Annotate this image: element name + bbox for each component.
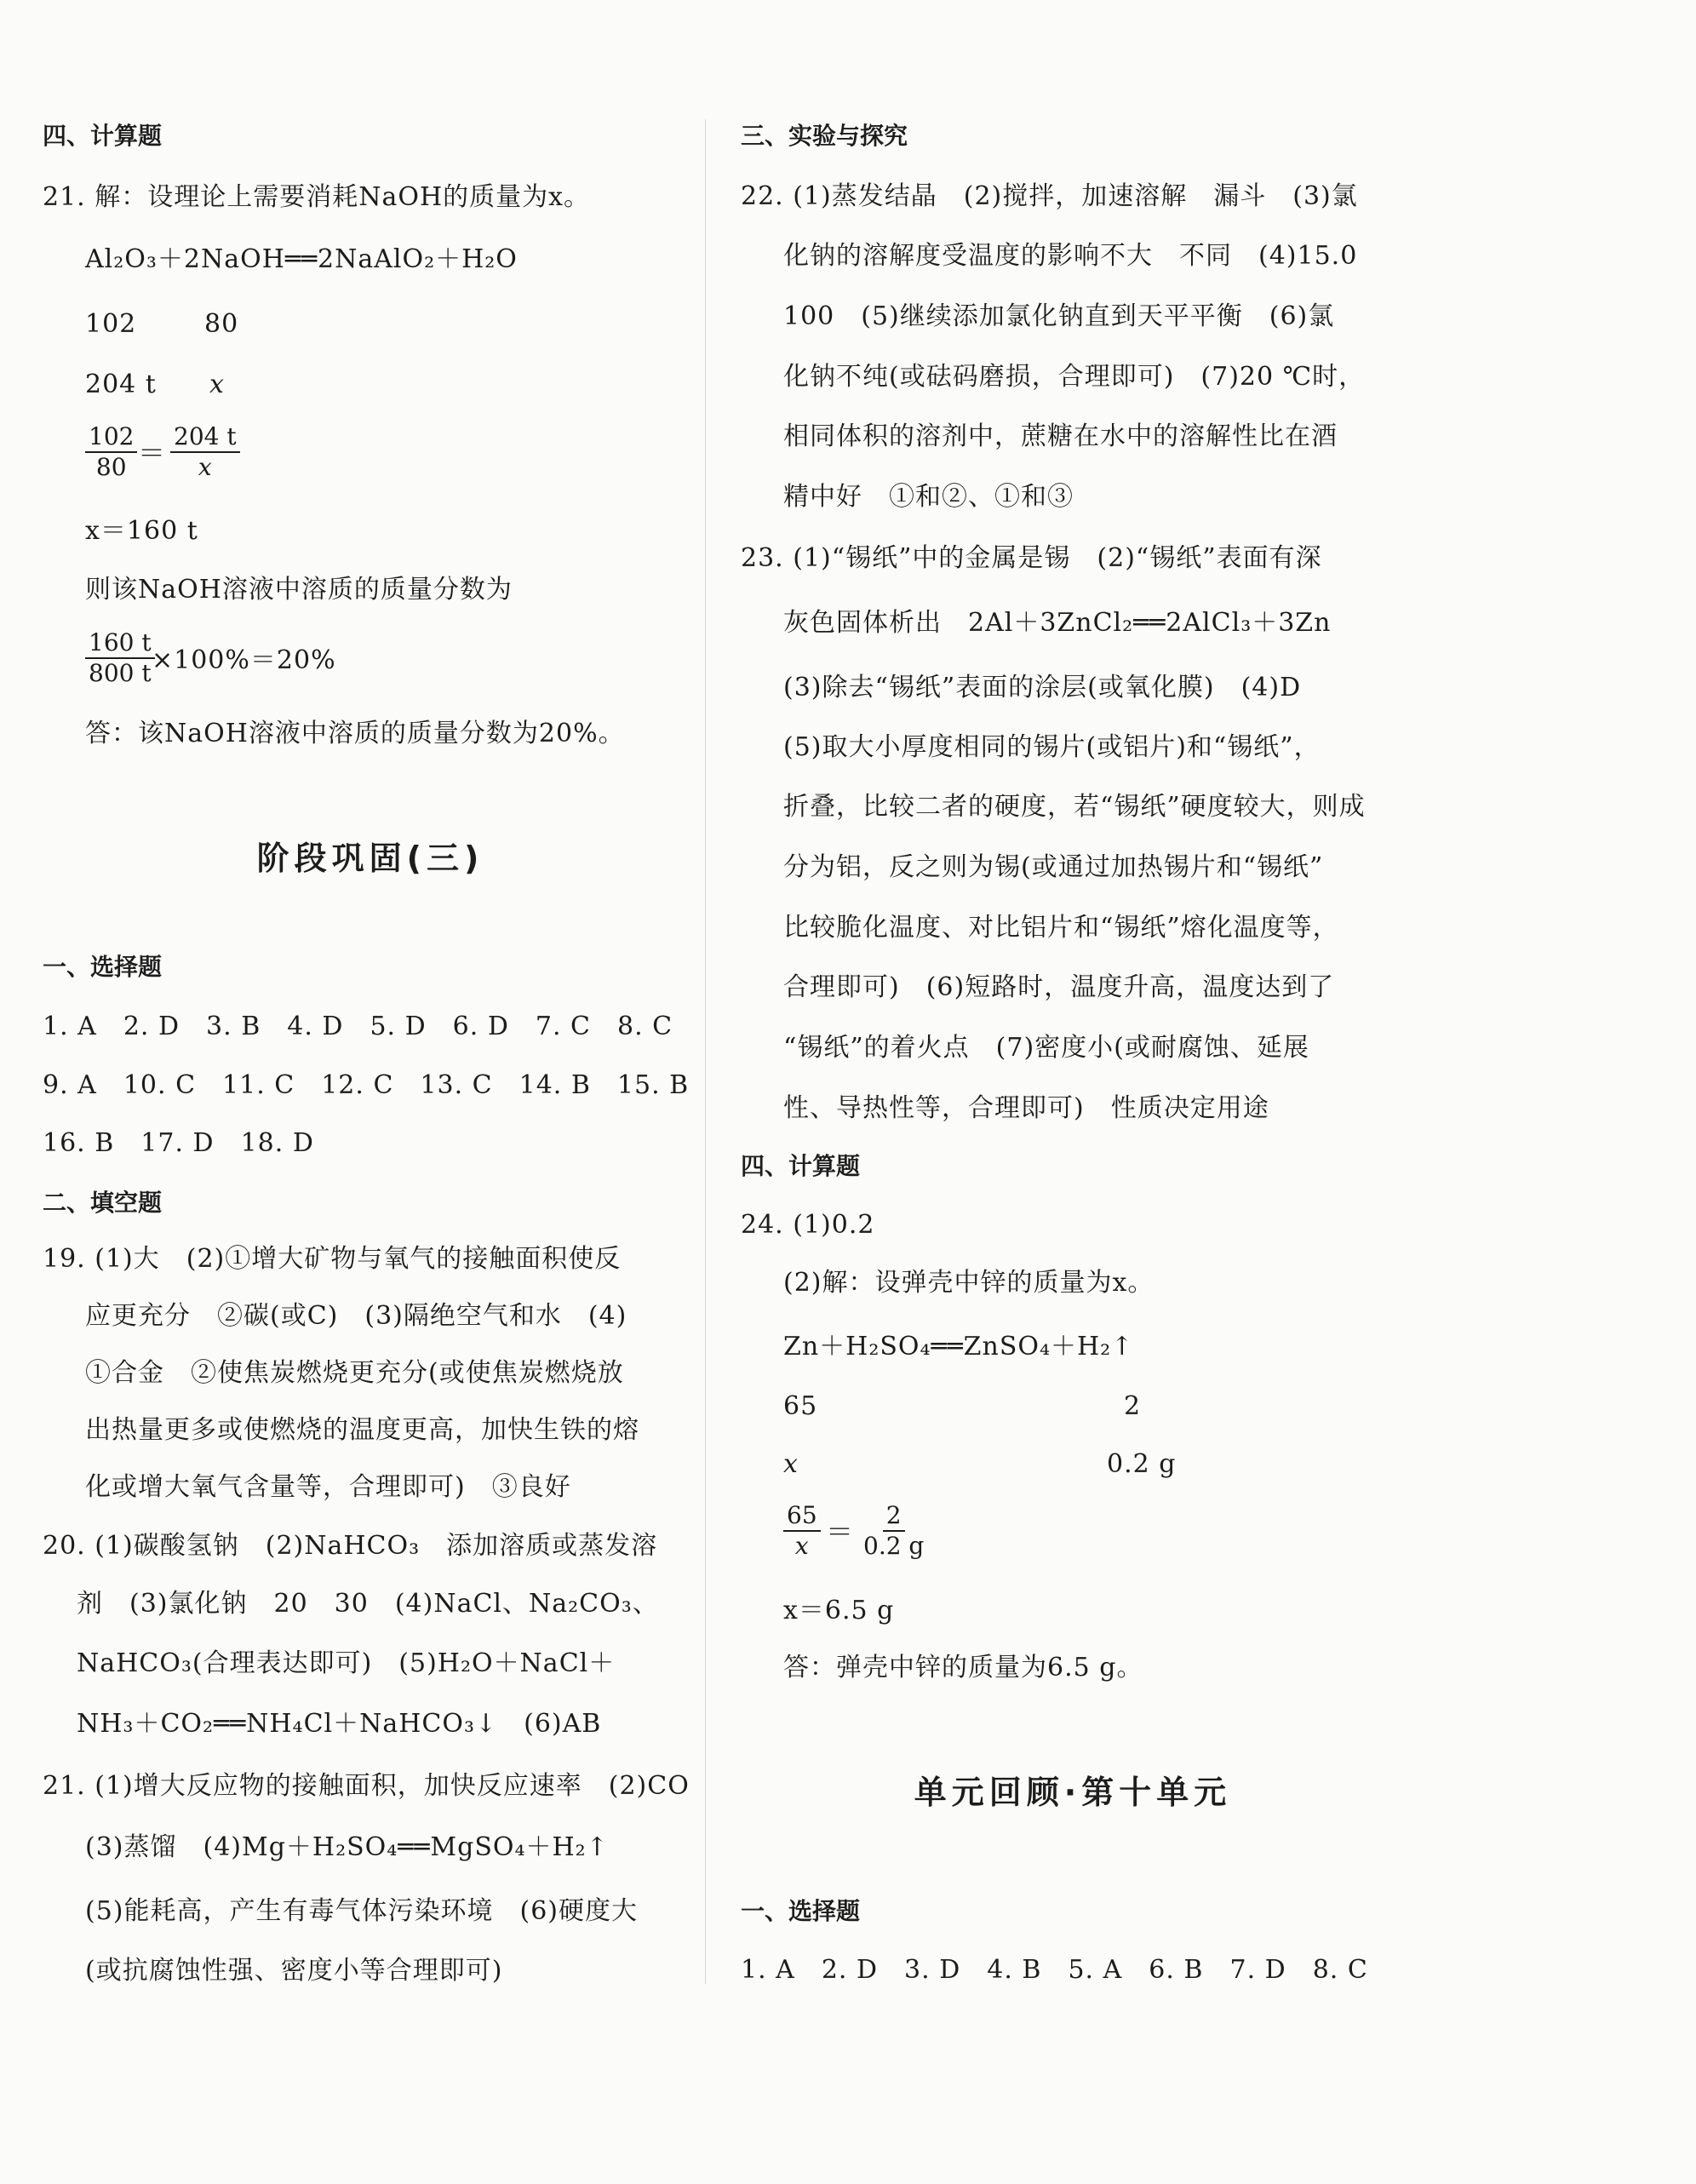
section-heading-fill: 二、填空题 [43, 1189, 163, 1217]
q23-line-6: 分为铝，反之则为锡(或通过加热锡片和“锡纸” [783, 852, 1324, 882]
q24-fraction-1 [783, 1501, 821, 1561]
q24-line-2: (2)解：设弹壳中锌的质量为x。 [783, 1268, 1155, 1298]
q22-line-2: 化钠的溶解度受温度的影响不大 不同 (4)15.0 [783, 241, 1358, 271]
section-heading-choice-2: 一、选择题 [741, 1897, 861, 1925]
q22-line-1: 22. (1)蒸发结晶 (2)搅拌，加速溶解 漏斗 (3)氯 [741, 181, 1358, 211]
q21-fraction-1-denominator: 80 [95, 453, 127, 481]
q21-unknown: x [209, 370, 225, 399]
q24-equation: Zn＋H₂SO₄══ZnSO₄＋H₂↑ [783, 1332, 1134, 1361]
q19-line-1: 19. (1)大 (2)①增大矿物与氧气的接触面积使反 [43, 1244, 622, 1274]
q24-unknown: x [783, 1449, 799, 1479]
unit-title: 单元回顾·第十单元 [914, 1774, 1232, 1811]
q21-then-statement: 则该NaOH溶液中溶质的质量分数为 [85, 575, 513, 605]
q21-fraction-2-numerator: 204 t [170, 422, 240, 453]
q21-mass-naoh: 80 [204, 309, 239, 339]
q21b-line-2: (3)蒸馏 (4)Mg＋H₂SO₄══MgSO₄＋H₂↑ [85, 1832, 609, 1862]
section-heading-calculation: 四、计算题 [43, 122, 163, 150]
q21-mass-al2o3: 102 [85, 309, 137, 339]
stage-title: 阶段巩固(三) [256, 840, 484, 877]
q21-fraction-1 [85, 422, 137, 482]
q24-mass-zn: 65 [783, 1391, 818, 1421]
q23-line-4: (5)取大小厚度相同的锡片(或铝片)和“锡纸”， [783, 732, 1321, 762]
q21-fraction-3-denominator: 800 t [89, 659, 152, 687]
q21-answer: 答：该NaOH溶液中溶质的质量分数为20%。 [85, 719, 625, 748]
q24-equals-sign: ＝ [826, 1516, 854, 1548]
q19-line-5: 化或增大氧气含量等，合理即可) ③良好 [85, 1472, 571, 1502]
section-heading-choice: 一、选择题 [43, 953, 163, 981]
q21-equation: Al₂O₃＋2NaOH══2NaAlO₂＋H₂O [85, 244, 518, 274]
mc-answers-line-2: 9. A 10. C 11. C 12. C 13. C 14. B 15. B [43, 1070, 690, 1100]
q23-line-9: “锡纸”的着火点 (7)密度小(或耐腐蚀、延展 [783, 1033, 1309, 1063]
q21-intro: 21. 解：设理论上需要消耗NaOH的质量为x。 [43, 182, 591, 212]
section-heading-calculation-2: 四、计算题 [741, 1152, 861, 1180]
q21b-line-4: (或抗腐蚀性强、密度小等合理即可) [85, 1956, 503, 1986]
q21-equals-sign: ＝ [138, 437, 166, 469]
q21b-line-1: 21. (1)增大反应物的接触面积，加快反应速率 (2)CO [43, 1771, 690, 1801]
q23-line-1: 23. (1)“锡纸”中的金属是锡 (2)“锡纸”表面有深 [741, 543, 1322, 573]
section-heading-experiment: 三、实验与探究 [741, 122, 908, 150]
q20-line-2: 剂 (3)氯化钠 20 30 (4)NaCl、Na₂CO₃、 [77, 1589, 659, 1619]
q24-answer: 答：弹壳中锌的质量为6.5 g。 [783, 1653, 1143, 1682]
q24-line-1: 24. (1)0.2 [741, 1210, 875, 1240]
q21-fraction-3-numerator: 160 t [85, 628, 155, 659]
q23-line-2: 灰色固体析出 2Al＋3ZnCl₂══2AlCl₃＋3Zn [783, 608, 1332, 638]
q22-line-5: 相同体积的溶剂中，蔗糖在水中的溶解性比在酒 [783, 421, 1338, 451]
q24-fraction-1-denominator: x [794, 1532, 809, 1560]
q22-line-3: 100 (5)继续添加氯化钠直到天平平衡 (6)氯 [783, 301, 1335, 331]
q21b-line-3: (5)能耗高，产生有毒气体污染环境 (6)硬度大 [85, 1896, 638, 1926]
q19-line-4: 出热量更多或使燃烧的温度更高，加快生铁的熔 [85, 1415, 639, 1445]
q24-fraction-2-denominator: 0.2 g [863, 1532, 925, 1560]
q20-line-4: NH₃＋CO₂══NH₄Cl＋NaHCO₃↓ (6)AB [77, 1709, 602, 1739]
q24-fraction-2-numerator: 2 [883, 1501, 905, 1532]
column-divider [705, 119, 706, 1984]
q24-result: x＝6.5 g [783, 1596, 895, 1625]
q19-line-3: ①合金 ②使焦炭燃烧更充分(或使焦炭燃烧放 [85, 1358, 624, 1388]
q23-line-3: (3)除去“锡纸”表面的涂层(或氧化膜) (4)D [783, 673, 1302, 702]
q23-line-7: 比较脆化温度、对比铝片和“锡纸”熔化温度等， [783, 913, 1339, 943]
q21-fraction-2-denominator: x [198, 453, 212, 481]
q24-fraction-1-numerator: 65 [783, 1501, 821, 1532]
q21-fraction-1-numerator: 102 [85, 422, 137, 453]
q20-line-3: NaHCO₃(合理表达即可) (5)H₂O＋NaCl＋ [77, 1648, 616, 1678]
mc-answers-line-1: 1. A 2. D 3. B 4. D 5. D 6. D 7. C 8. C [43, 1012, 673, 1041]
q19-line-2: 应更充分 ②碳(或C) (3)隔绝空气和水 (4) [85, 1301, 627, 1331]
q21-percent-calc: ×100%＝20% [152, 645, 336, 675]
mc-answers-line-3: 16. B 17. D 18. D [43, 1128, 314, 1158]
q22-line-4: 化钠不纯(或砝码磨损，合理即可) (7)20 ℃时， [783, 362, 1366, 392]
q24-fraction-2 [860, 1501, 927, 1561]
q21-given-mass: 204 t [85, 370, 157, 399]
q21-fraction-2 [170, 422, 240, 482]
q21-fraction-3 [85, 628, 155, 688]
q23-line-5: 折叠，比较二者的硬度，若“锡纸”硬度较大，则成 [783, 792, 1366, 822]
q24-mass-h2: 2 [1124, 1391, 1142, 1421]
q22-line-6: 精中好 ①和②、①和③ [783, 482, 1074, 512]
mc-answers-line-unit10: 1. A 2. D 3. D 4. B 5. A 6. B 7. D 8. C [741, 1955, 1368, 1985]
q23-line-10: 性、导热性等，合理即可) 性质决定用途 [783, 1093, 1269, 1123]
q23-line-8: 合理即可) (6)短路时，温度升高，温度达到了 [783, 972, 1335, 1002]
q24-given-mass: 0.2 g [1107, 1449, 1177, 1479]
q20-line-1: 20. (1)碳酸氢钠 (2)NaHCO₃ 添加溶质或蒸发溶 [43, 1531, 658, 1561]
q21-result: x＝160 t [85, 516, 198, 546]
